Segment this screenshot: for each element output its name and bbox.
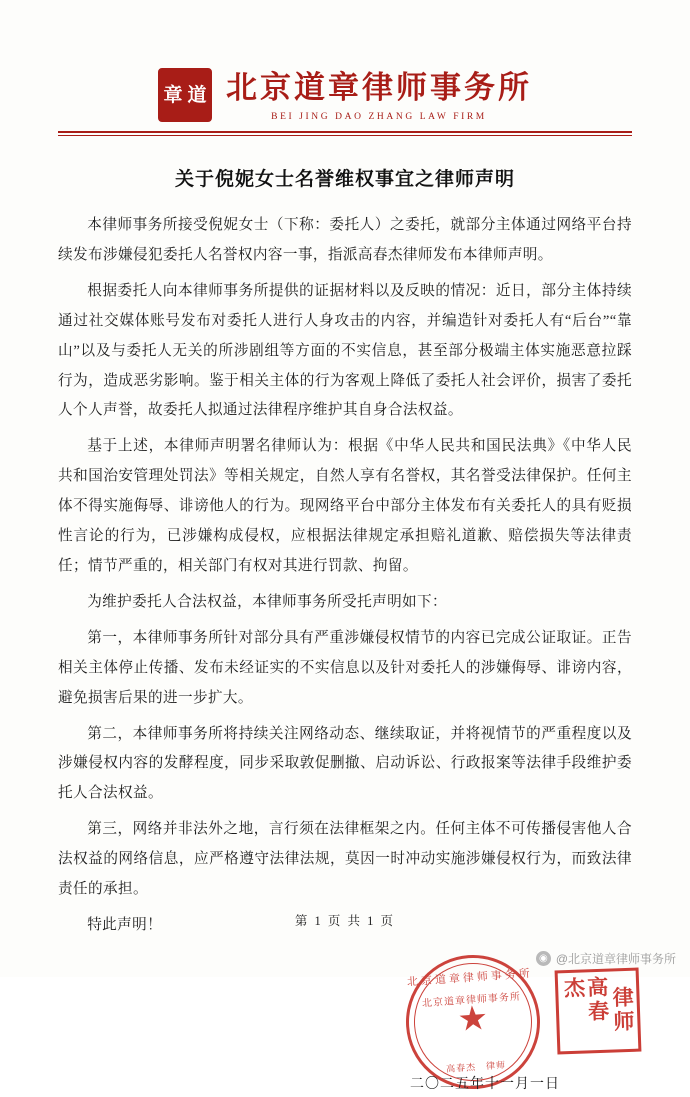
- logo-char-1: 章: [163, 84, 183, 106]
- watermark-text: @北京道章律师事务所: [555, 952, 676, 966]
- paragraph: 根据委托人向本律师事务所提供的证据材料以及反映的情况：近日，部分主体持续通过社交媒体账号发布对委托人进行人身攻击的内容，并编造针对委托人有“后台”“靠山”以及与委托人无关的所涉剧组等方面的不实信息，甚至部分极端主体实施恶意拉踩行为，造成恶劣影响。鉴于相关主体的行为客观上降低了委托人社会评价，损害了委托人个人声誉，故委托人拟通过法律程序维护其自身合法权益。: [58, 282, 632, 419]
- firm-name-block: [226, 62, 532, 122]
- signature-stamp-area: [58, 947, 636, 1097]
- logo-char-2: 道: [187, 84, 207, 106]
- paragraph: 基于上述，本律师声明署名律师认为：根据《中华人民共和国民法典》《中华人民共和国治安管理处罚法》等相关规定，自然人享有名誉权，其名誉受法律保护。任何主体不得实施侮辱、诽谤他人的行为。现网络平台中部分主体发布有关委托人的具有贬损性言论的行为，已涉嫌构成侵权，应根据法律规定承担赔礼道歉、赔偿损失等法律责任；情节严重的，相关部门有权对其进行罚款、拘留。: [58, 438, 632, 574]
- document-body: [58, 211, 632, 941]
- page-number-footer: 第 1 页 共 1 页: [294, 914, 396, 928]
- firm-logo-icon: [158, 68, 212, 122]
- paragraph: 第三，网络并非法外之地，言行须在法律框架之内。任何主体不可传播侵害他人合法权益的网络信息，应严格遵守法律法规，莫因一时冲动实施涉嫌侵权行为，而致法律责任的承担。: [58, 821, 632, 898]
- paragraph: 为维护委托人合法权益，本律师事务所受托声明如下：: [87, 593, 448, 610]
- paragraph: 第二，本律师事务所将持续关注网络动态、继续取证，并将视情节的严重程度以及涉嫌侵权内容的发酵程度，同步采取敦促删撤、启动诉讼、行政报案等法律手段维护委托人合法权益。: [58, 725, 632, 802]
- sign-date: 二〇二五年十一月一日: [410, 1076, 560, 1092]
- page-title: 关于倪妮女士名誉维权事宜之律师声明: [174, 169, 515, 190]
- weibo-watermark: [536, 950, 676, 967]
- star-icon: ★: [456, 999, 490, 1039]
- firm-name-cn: 北京道章律师事务所: [226, 70, 532, 105]
- weibo-eye-icon: ◉: [536, 951, 551, 966]
- stamp-arc-top: 北京道章律师事务所: [406, 967, 534, 989]
- divider-thick: [58, 131, 632, 133]
- square-stamp-col-2: 律师: [609, 985, 636, 1035]
- letterhead-divider: [58, 131, 632, 136]
- firm-name-en: BEI JING DAO ZHANG LAW FIRM: [271, 112, 487, 122]
- square-stamp-col-1: 高春杰: [561, 975, 610, 1025]
- paragraph: 特此声明！: [87, 916, 163, 933]
- stamp-arc-bottom: 高春杰 律师: [445, 1059, 507, 1074]
- paragraph: 本律师事务所接受倪妮女士（下称：委托人）之委托，就部分主体通过网络平台持续发布涉嫌侵犯委托人名誉权内容一事，指派高春杰律师发布本律师声明。: [58, 217, 632, 263]
- stamp-mid-line: 北京道章律师事务所: [421, 991, 522, 1010]
- lawyer-square-stamp: [555, 967, 642, 1054]
- letterhead: [58, 0, 632, 122]
- paragraph: 第一，本律师事务所针对部分具有严重涉嫌侵权情节的内容已完成公证取证。正告相关主体停止传播、发布未经证实的不实信息以及针对委托人的涉嫌侮辱、诽谤内容，避免损害后果的进一步扩大。: [58, 629, 632, 706]
- divider-thin: [58, 135, 632, 136]
